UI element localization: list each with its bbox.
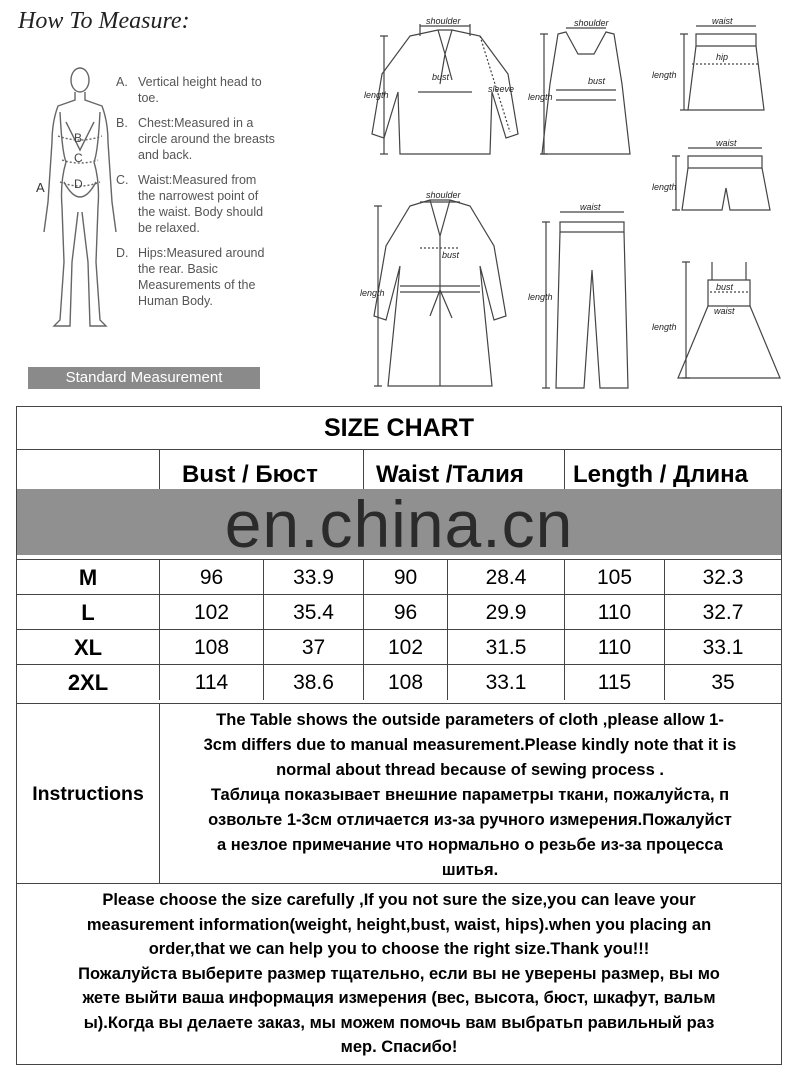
marker-d: D: [74, 177, 83, 191]
trousers-illustration: [526, 200, 646, 396]
note-line: ы).Когда вы делаете заказ, мы можем помочь вам выбратьп равильный раз: [83, 1013, 715, 1032]
note-line: мер. Спасибо!: [340, 1038, 458, 1056]
legend-key: B.: [116, 116, 128, 130]
waist-value: 28.4: [447, 560, 564, 595]
legend-key: A.: [116, 75, 128, 89]
legend-text: Hips:Measured around the rear. Basic Measurements of the Human Body.: [138, 246, 265, 308]
size-chart-title: SIZE CHART: [17, 407, 781, 450]
legend-item-c: [116, 172, 276, 236]
label-shoulder: shoulder: [574, 18, 609, 28]
legend-text: Waist:Measured from the narrowest point of the waist. Body should be relaxed.: [138, 173, 264, 235]
note-line: measurement information(weight, height,bust, waist, hips).when you placing an: [86, 915, 712, 934]
legend-text: Chest:Measured in a circle around the breasts and back.: [138, 116, 275, 162]
label-length: length: [528, 92, 553, 102]
body-figure-illustration: [30, 62, 130, 332]
size-label: 2XL: [67, 670, 109, 695]
label-bust: bust: [716, 282, 734, 292]
standard-measurement-badge: Standard Measurement: [28, 367, 260, 389]
how-to-measure-title: How To Measure:: [18, 8, 190, 34]
label-length: length: [364, 90, 389, 100]
marker-b: B: [74, 131, 83, 145]
length-value: 115: [564, 665, 664, 700]
instructions-line: Таблица показывает внешние параметры ткани, пожалуйста, п: [210, 786, 730, 804]
bust-value: 37: [263, 630, 363, 665]
note-line: жете выйти ваша информация измерения (вес, высота, бюст, шкафут, вальм: [82, 989, 716, 1007]
label-waist: waist: [716, 138, 737, 148]
note-line: Пожалуйста выберите размер тщательно, если вы не уверены размер, вы мо: [78, 964, 720, 983]
label-hip: hip: [716, 52, 729, 62]
length-value: 32.7: [664, 595, 781, 630]
legend-key: C.: [116, 173, 129, 187]
header-length: Length / Длина: [564, 449, 781, 489]
label-length: length: [360, 288, 385, 298]
length-value: 110: [564, 630, 664, 665]
skirt-illustration: [652, 14, 782, 124]
note-line: order,that we can help you to choose the right size.Thank you!!!: [148, 940, 650, 958]
instructions-line: normal about thread because of sewing process .: [276, 761, 664, 779]
legend-item-a: [116, 74, 276, 106]
legend-item-d: [116, 245, 276, 309]
size-label: XL: [73, 635, 103, 660]
bust-value: 96: [159, 560, 263, 595]
instructions-text: [159, 704, 781, 884]
waist-value: 108: [363, 665, 447, 700]
waist-value: 33.1: [447, 665, 564, 700]
header-bust: Bust / Бюст: [159, 449, 363, 489]
legend-text: Vertical height head to toe.: [138, 75, 262, 105]
instructions-line: а незлое примечание что нормально о резьбе из-за процесса: [217, 836, 723, 854]
bust-value: 108: [159, 630, 263, 665]
length-value: 33.1: [664, 630, 781, 665]
marker-a: A: [36, 180, 45, 195]
table-row: [17, 559, 781, 595]
instructions-line: The Table shows the outside parameters of cloth ,please allow 1-: [216, 711, 724, 729]
label-sleeve: sleeve: [488, 84, 515, 94]
coat-illustration: [360, 186, 520, 396]
label-length: length: [652, 322, 677, 332]
shorts-illustration: [652, 134, 782, 224]
marker-c: C: [74, 151, 83, 165]
size-chart-table: [16, 406, 782, 1065]
bust-value: 35.4: [263, 595, 363, 630]
waist-value: 102: [363, 630, 447, 665]
label-waist: waist: [712, 16, 733, 26]
blouse-illustration: [360, 14, 530, 164]
watermark-text: en.china.cn: [224, 487, 574, 561]
label-waist: waist: [580, 202, 601, 212]
table-row: [17, 594, 781, 630]
bust-value: 33.9: [263, 560, 363, 595]
label-length: length: [652, 182, 677, 192]
label-shoulder: shoulder: [426, 16, 461, 26]
length-value: 105: [564, 560, 664, 595]
length-value: 35: [664, 665, 781, 700]
table-row: [17, 664, 781, 700]
instructions-line: шитья.: [441, 861, 499, 879]
instructions-line: озвольте 1-3см отличается из-за ручного измерения.Пожалуйст: [208, 811, 732, 829]
header-waist: Waist /Талия: [363, 449, 564, 489]
bust-value: 38.6: [263, 665, 363, 700]
label-bust: bust: [588, 76, 606, 86]
waist-value: 96: [363, 595, 447, 630]
legend-item-b: [116, 115, 276, 163]
legend-key: D.: [116, 246, 129, 260]
size-label: M: [78, 565, 98, 590]
instructions-section: [17, 703, 781, 884]
table-row: [17, 629, 781, 665]
instructions-line: 3cm differs due to manual measurement.Please kindly note that it is: [203, 736, 737, 754]
waist-value: 29.9: [447, 595, 564, 630]
label-shoulder: shoulder: [426, 190, 461, 200]
bust-value: 102: [159, 595, 263, 630]
label-bust: bust: [432, 72, 450, 82]
tank-top-illustration: [526, 14, 646, 164]
dress-illustration: [652, 256, 782, 396]
measurement-legend: [116, 74, 276, 318]
label-length: length: [528, 292, 553, 302]
instructions-label: Instructions: [17, 704, 160, 884]
size-advice-note: [17, 883, 781, 1064]
waist-value: 90: [363, 560, 447, 595]
waist-value: 31.5: [447, 630, 564, 665]
label-waist: waist: [714, 306, 735, 316]
length-value: 32.3: [664, 560, 781, 595]
label-length: length: [652, 70, 677, 80]
size-label: L: [81, 600, 95, 625]
bust-value: 114: [159, 665, 263, 700]
note-line: Please choose the size carefully ,If you not sure the size,you can leave your: [102, 891, 696, 909]
length-value: 110: [564, 595, 664, 630]
label-bust: bust: [442, 250, 460, 260]
